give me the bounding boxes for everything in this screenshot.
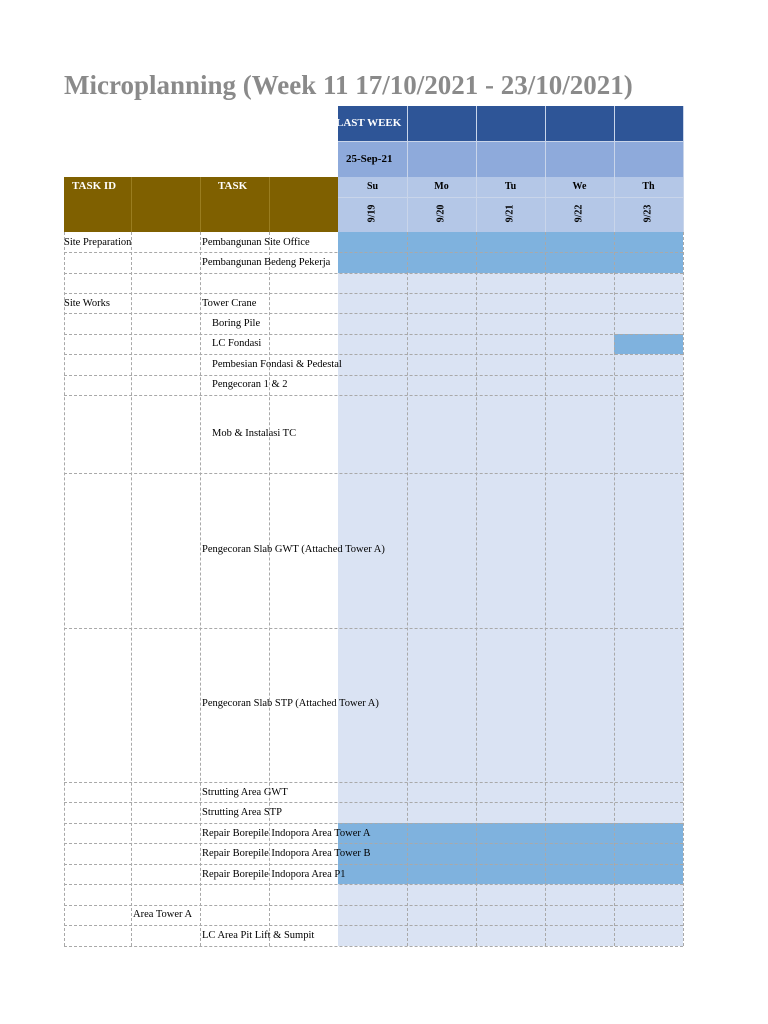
row-line: [64, 273, 683, 274]
task-cell: Repair Borepile Indopora Area Tower A: [202, 828, 371, 839]
task-header: TASK: [218, 180, 248, 192]
row-line: [64, 946, 683, 947]
row-line: [64, 334, 683, 335]
task-cell: Pengecoran Slab GWT (Attached Tower A): [202, 544, 385, 555]
row-line: [64, 473, 683, 474]
column-line: [683, 232, 684, 946]
task-cell: LC Fondasi: [212, 338, 262, 349]
task-cell: Tower Crane: [202, 298, 257, 309]
task-id-cell: Site Preparation: [64, 237, 132, 248]
column-line: [407, 232, 408, 946]
column-line: [545, 232, 546, 946]
header-divider: [269, 177, 270, 232]
row-line: [64, 925, 683, 926]
page-title: Microplanning (Week 11 17/10/2021 - 23/10/2021): [64, 70, 633, 100]
week-date-label: 25-Sep-21: [346, 153, 393, 165]
column-line: [545, 106, 546, 232]
task-cell: Pembangunan Site Office: [202, 237, 310, 248]
schedule-bar: [614, 334, 683, 354]
date-label: 9/19: [366, 204, 378, 223]
column-line: [476, 232, 477, 946]
row-line: [64, 823, 683, 824]
row-line: [64, 252, 683, 253]
row-line: [64, 628, 683, 629]
day-label: Tu: [504, 181, 517, 192]
row-line: [64, 313, 683, 314]
row-line: [64, 375, 683, 376]
row-line: [64, 293, 683, 294]
day-label: Mo: [434, 181, 449, 192]
day-label: We: [572, 181, 587, 192]
row-line: [64, 843, 683, 844]
task-cell: Pengecoran 1 & 2: [212, 379, 288, 390]
row-line: [64, 905, 683, 906]
task-cell: Boring Pile: [212, 318, 261, 329]
task-cell: Strutting Area GWT: [202, 787, 288, 798]
row-line: [64, 802, 683, 803]
column-line: [683, 106, 684, 232]
last-week-label: LAST WEEK: [336, 117, 402, 129]
task-cell: Strutting Area STP: [202, 807, 282, 818]
task-cell: Pengecoran Slab STP (Attached Tower A): [202, 698, 379, 709]
task-id-header: TASK ID: [72, 180, 117, 192]
header-divider: [200, 177, 201, 232]
row-line: [64, 884, 683, 885]
column-line: [476, 106, 477, 232]
date-label: 9/22: [573, 204, 585, 223]
date-label: 9/21: [504, 204, 516, 223]
task-cell: LC Area Pit Lift & Sumpit: [202, 930, 315, 941]
column-line: [64, 232, 65, 946]
task-cell: Pembangunan Bedeng Pekerja: [202, 257, 331, 268]
row-line: [64, 354, 683, 355]
row-line: [64, 864, 683, 865]
task-cell: Pembesian Fondasi & Pedestal: [212, 359, 342, 370]
day-label: Th: [642, 181, 655, 192]
column-line: [407, 106, 408, 232]
column-line: [614, 106, 615, 232]
task-id-cell: Site Works: [64, 298, 110, 309]
column-line: [200, 232, 201, 946]
task-cell: Repair Borepile Indopora Area P1: [202, 869, 346, 880]
date-label: 9/20: [435, 204, 447, 223]
column-line: [131, 232, 132, 946]
row-line: [64, 782, 683, 783]
task-cell: Mob & Instalasi TC: [212, 428, 297, 439]
schedule-bar: [338, 823, 683, 884]
task-cell: Repair Borepile Indopora Area Tower B: [202, 848, 371, 859]
column-line: [614, 232, 615, 946]
row-line: [64, 395, 683, 396]
subgroup-cell: Area Tower A: [133, 909, 193, 920]
date-label: 9/23: [642, 204, 654, 223]
header-divider: [131, 177, 132, 232]
header-row-line: [338, 141, 683, 142]
day-label: Su: [366, 181, 379, 192]
